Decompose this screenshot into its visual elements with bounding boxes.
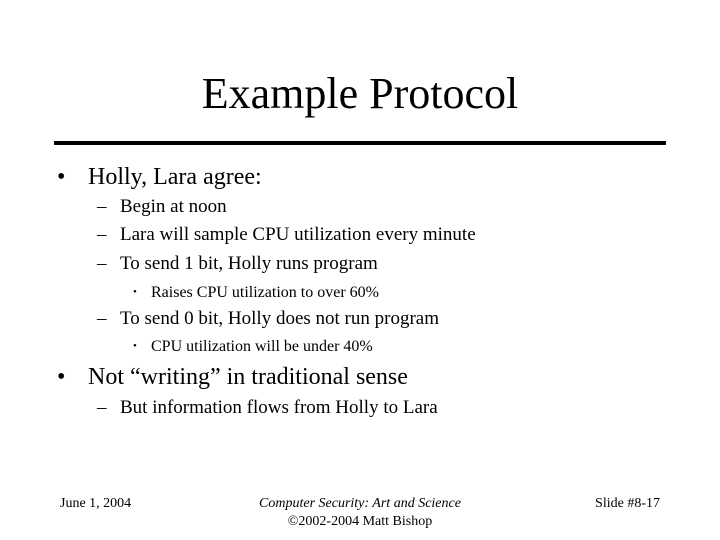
bullet-text: Holly, Lara agree: (88, 164, 262, 190)
bullet-item (97, 251, 378, 277)
bullet-item (57, 362, 408, 392)
bullet-text: Not “writing” in traditional sense (88, 364, 408, 390)
bullet-marker: • (133, 340, 137, 352)
bullet-marker: • (133, 286, 137, 298)
bullet-text: Lara will sample CPU utilization every minute (120, 224, 476, 245)
bullet-item (97, 222, 476, 248)
bullet-text: To send 1 bit, Holly runs program (120, 253, 378, 274)
bullet-text: But information flows from Holly to Lara (120, 397, 438, 418)
bullet-marker: – (97, 196, 107, 217)
bullet-item (133, 281, 379, 304)
bullet-item (57, 162, 262, 192)
bullet-text: CPU utilization will be under 40% (151, 338, 373, 355)
bullet-item (97, 306, 439, 332)
slide-title: Example Protocol (201, 69, 519, 118)
bullet-item (97, 194, 227, 220)
footer-slide-number: Slide #8-17 (595, 496, 660, 511)
bullet-item (133, 335, 373, 358)
footer-copyright: ©2002-2004 Matt Bishop (287, 514, 433, 529)
bullet-marker: – (97, 308, 107, 329)
bullet-item (97, 395, 438, 421)
bullet-marker: – (97, 224, 107, 245)
bullet-text: Begin at noon (120, 196, 227, 217)
footer-date: June 1, 2004 (60, 496, 132, 511)
bullet-marker: – (97, 397, 107, 418)
footer-book-info (200, 495, 520, 531)
bullet-marker: – (97, 253, 107, 274)
bullet-text: To send 0 bit, Holly does not run program (120, 308, 439, 329)
footer-book-title: Computer Security: Art and Science (259, 496, 461, 511)
bullet-marker: • (57, 364, 66, 390)
bullet-marker: • (57, 164, 66, 190)
bullet-text: Raises CPU utilization to over 60% (151, 284, 379, 301)
